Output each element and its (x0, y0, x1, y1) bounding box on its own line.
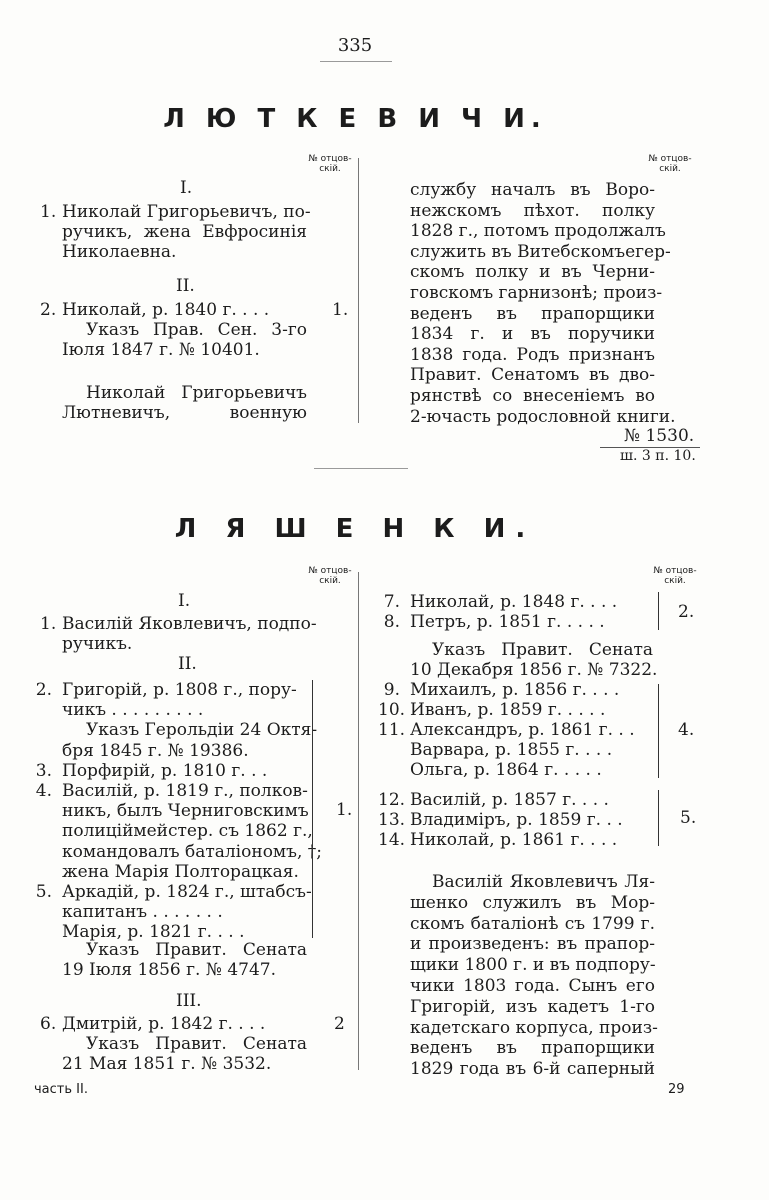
entry-line: Ольга, р. 1864 г. . . . . (410, 760, 602, 780)
group-brace (652, 790, 659, 846)
text-line: рянствѣ со внесеніемъ во (410, 386, 655, 406)
roman-numeral: I. (178, 591, 191, 611)
text-line: говскомъ гарнизонѣ; произ- (410, 283, 663, 303)
entry-number: 8. (383, 612, 400, 632)
entry-number: 3. (35, 760, 52, 781)
entry-number: 4. (35, 781, 52, 801)
roman-numeral: II. (178, 654, 197, 674)
otc-label-line: № отцов- (648, 154, 692, 164)
text-line: кадетскаго корпуса, произ- (410, 1017, 658, 1038)
column-divider (358, 158, 359, 423)
group-brace (652, 592, 659, 630)
ukaz-line: Указъ Правит. Сената (86, 940, 307, 960)
column-divider (358, 572, 359, 1070)
ukaz-line: Указъ Прав. Сен. 3-го (86, 320, 307, 340)
entry-number: 13. (378, 810, 406, 830)
roman-numeral: III. (176, 991, 202, 1011)
entry-line: ручикъ, жена Евфросинія (62, 222, 307, 242)
archive-ref: № 1530. (624, 426, 695, 446)
otc-label-line: скій. (659, 164, 681, 174)
entry-line: Указъ Герольдіи 24 Октя- (86, 720, 318, 741)
page-number: 335 (337, 35, 373, 56)
entry-line: Иванъ, р. 1859 г. . . . . (410, 700, 606, 720)
entry-line: Петръ, р. 1851 г. . . . . (410, 612, 605, 632)
otc-label-left (300, 566, 360, 586)
entry-line: командовалъ баталіономъ, †; (62, 841, 322, 862)
entry-line: капитанъ . . . . . . . (62, 902, 223, 923)
ukaz-line: Указъ Правит. Сената (86, 1034, 307, 1054)
entry-number: 1. (40, 614, 57, 634)
entry-line: жена Марія Полторацкая. (62, 861, 299, 882)
text-line: 2-ючасть родословной книги. (410, 406, 676, 427)
header-rule (320, 61, 392, 62)
entry-line: Василій, р. 1857 г. . . . (410, 790, 609, 810)
text-line: веденъ въ прапорщики (410, 303, 655, 324)
otc-number: 1. (332, 300, 349, 320)
text-line: Правит. Сенатомъ въ дво- (410, 365, 655, 386)
entry-line: Василій, р. 1819 г., полков- (62, 781, 308, 801)
narrative-line: Николай Григорьевичъ (86, 383, 307, 403)
otc-number: 4. (678, 720, 695, 740)
roman-numeral: II. (176, 276, 195, 296)
entry-number: 12. (378, 790, 406, 810)
otc-label-line: № отцов- (308, 154, 352, 164)
text-line: Василій Яковлевичъ Ля- (432, 872, 655, 892)
entry-number: 10. (378, 700, 406, 720)
entry-number: 11. (378, 720, 406, 740)
entry-line: ручикъ. (62, 634, 133, 654)
entry-line: Николай, р. 1840 г. . . . (62, 300, 270, 320)
footer-signature: 29 (668, 1082, 685, 1097)
text-line: веденъ въ прапорщики (410, 1038, 655, 1059)
narrative-line: Лютневичъ, военную (62, 403, 307, 423)
otc-label-line: скій. (319, 576, 341, 586)
archive-ref: ш. 3 п. 10. (620, 448, 696, 464)
text-line: и произведенъ: въ прапор- (410, 934, 655, 955)
footer-part: часть II. (34, 1082, 88, 1097)
text-line: 1829 года въ 6-й саперный (410, 1059, 655, 1080)
text-line: чики 1803 года. Сынъ его (410, 976, 655, 996)
otc-label-line: № отцов- (308, 566, 352, 576)
text-line: 1828 г., потомъ продолжалъ (410, 221, 666, 242)
group-brace (306, 680, 313, 938)
entry-line: Марія, р. 1821 г. . . . (62, 922, 245, 943)
entry-line: Николай, р. 1861 г. . . . (410, 830, 618, 850)
entry-number: 9. (383, 680, 400, 700)
entry-number: 6. (40, 1014, 57, 1034)
text-line: 1838 года. Родъ признанъ (410, 344, 655, 365)
entry-number: 5. (35, 882, 52, 902)
entry-line: Михаилъ, р. 1856 г. . . . (410, 680, 620, 700)
ukaz-line: Указъ Правит. Сената (432, 640, 653, 660)
text-line: скомъ полку и въ Черни- (410, 262, 655, 283)
roman-numeral: I. (180, 178, 193, 198)
entry-line: Николай Григорьевичъ, по- (62, 202, 311, 222)
entry-number: 2. (35, 680, 52, 700)
otc-label-line: № отцов- (653, 566, 697, 576)
section-title-lyutkevichi: Л Ю Т К Е В И Ч И. (163, 104, 547, 134)
entry-line: полицiймейстер. съ 1862 г., (62, 821, 313, 842)
text-line: щики 1800 г. и въ подпору- (410, 955, 656, 976)
otc-number: 1. (336, 800, 353, 820)
otc-number: 2. (678, 602, 695, 622)
entry-line: Григорій, р. 1808 г., пору- (62, 680, 297, 700)
section-title-lyashenki: Л Я Ш Е Н К И. (174, 514, 536, 544)
entry-number: 7. (383, 592, 400, 612)
entry-line: бря 1845 г. № 19386. (62, 740, 249, 761)
entry-line: Варвара, р. 1855 г. . . . (410, 740, 613, 760)
text-line: шенко служилъ въ Мор- (410, 892, 655, 913)
section-rule (314, 468, 408, 469)
otc-label-line: скій. (664, 576, 686, 586)
otc-number: 2 (334, 1014, 345, 1034)
entry-line: чикъ . . . . . . . . . (62, 700, 204, 721)
text-line: службу началъ въ Воро- (410, 180, 655, 200)
entry-line: Александръ, р. 1861 г. . . (410, 720, 635, 740)
ukaz-line: 10 Декабря 1856 г. № 7322. (410, 660, 658, 680)
text-line: 1834 г. и въ поручики (410, 324, 655, 345)
group-brace (652, 684, 659, 778)
entry-number: 2. (40, 300, 57, 320)
text-line: нежскомъ пѣхот. полку (410, 200, 655, 221)
ukaz-line: 19 Іюля 1856 г. № 4747. (62, 960, 277, 980)
entry-line: Николаевна. (62, 242, 177, 262)
entry-line: Владиміръ, р. 1859 г. . . (410, 810, 623, 830)
otc-number: 5. (680, 808, 697, 828)
text-line: служить въ Витебскомъегер- (410, 241, 671, 262)
entry-number: 14. (378, 830, 406, 850)
otc-label-right (640, 154, 700, 174)
otc-label-left (300, 154, 360, 174)
otc-label-right (645, 566, 705, 586)
entry-line: Дмитрій, р. 1842 г. . . . (62, 1014, 266, 1034)
entry-number: 1. (40, 202, 57, 222)
entry-line: Порфирій, р. 1810 г. . . (62, 760, 268, 781)
text-line: Григорій, изъ кадетъ 1-го (410, 996, 655, 1017)
text-line: скомъ баталіонѣ съ 1799 г. (410, 913, 655, 934)
ukaz-line: Іюля 1847 г. № 10401. (62, 340, 260, 360)
entry-line: Аркадій, р. 1824 г., штабсъ- (62, 882, 312, 902)
entry-line: Василій Яковлевичъ, подпо- (62, 614, 317, 634)
entry-line: Николай, р. 1848 г. . . . (410, 592, 618, 612)
entry-line: никъ, былъ Черниговскимъ (62, 801, 309, 822)
ukaz-line: 21 Мая 1851 г. № 3532. (62, 1054, 272, 1074)
otc-label-line: скій. (319, 164, 341, 174)
